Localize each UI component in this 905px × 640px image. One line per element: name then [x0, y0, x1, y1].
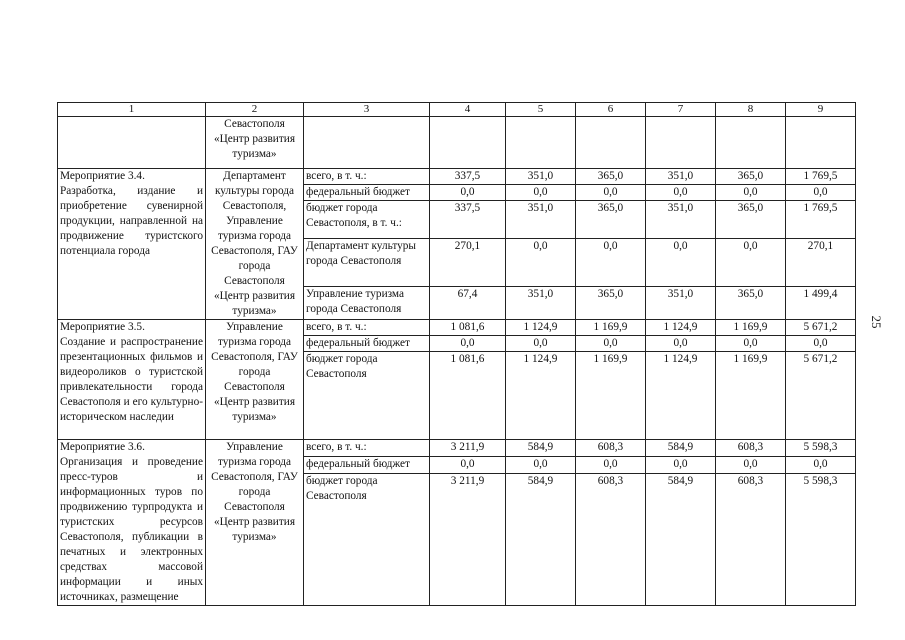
value-cell: 67,4 — [430, 286, 506, 319]
column-header: 2 — [206, 103, 304, 117]
value-cell: 365,0 — [716, 201, 786, 239]
table-cell — [506, 117, 576, 169]
value-cell: 0,0 — [716, 185, 786, 201]
value-cell: 0,0 — [576, 456, 646, 473]
funding-label: Управление туризма города Севастополя — [304, 286, 430, 319]
funding-label: всего, в т. ч.: — [304, 320, 430, 336]
value-cell: 0,0 — [576, 239, 646, 286]
value-cell: 351,0 — [506, 201, 576, 239]
column-header: 1 — [58, 103, 206, 117]
value-cell: 1 081,6 — [430, 352, 506, 440]
value-cell: 0,0 — [506, 185, 576, 201]
value-cell: 1 124,9 — [506, 320, 576, 336]
table-cell — [576, 117, 646, 169]
value-cell: 3 211,9 — [430, 473, 506, 605]
value-cell: 1 124,9 — [506, 352, 576, 440]
funding-label: бюджет города Севастополя, в т. ч.: — [304, 201, 430, 239]
measure-description: Организация и проведение пресс-туров и информационных туров по продвижению турпродукта и туристских ресурсов Севастополя, публикации в печатных и электронных средствах массовой информации и иных источниках, размещение — [60, 456, 203, 603]
value-cell: 270,1 — [430, 239, 506, 286]
measure-title: Мероприятие 3.5. — [60, 321, 145, 333]
value-cell: 608,3 — [576, 473, 646, 605]
value-cell: 351,0 — [506, 286, 576, 319]
value-cell: 0,0 — [430, 336, 506, 352]
value-cell: 0,0 — [786, 456, 856, 473]
value-cell: 5 671,2 — [786, 352, 856, 440]
table-cell — [430, 117, 506, 169]
column-header: 4 — [430, 103, 506, 117]
funding-label: всего, в т. ч.: — [304, 440, 430, 457]
value-cell: 0,0 — [430, 185, 506, 201]
value-cell: 5 598,3 — [786, 473, 856, 605]
measure-cell — [58, 169, 206, 320]
measure-description: Создание и распространение презентационных фильмов и видеороликов о туристской привлекательности города Севастополя и его культурно-историческом наследии — [60, 336, 203, 423]
value-cell: 351,0 — [646, 286, 716, 319]
value-cell: 0,0 — [786, 336, 856, 352]
value-cell: 0,0 — [716, 336, 786, 352]
value-cell: 5 598,3 — [786, 440, 856, 457]
value-cell: 0,0 — [646, 185, 716, 201]
value-cell: 365,0 — [576, 201, 646, 239]
funding-label: Департамент культуры города Севастополя — [304, 239, 430, 286]
value-cell: 351,0 — [646, 169, 716, 185]
value-cell: 584,9 — [646, 440, 716, 457]
value-cell: 1 769,5 — [786, 201, 856, 239]
value-cell: 1 169,9 — [716, 352, 786, 440]
value-cell: 0,0 — [786, 185, 856, 201]
funding-label: бюджет города Севастополя — [304, 352, 430, 440]
value-cell: 608,3 — [716, 473, 786, 605]
table-cell — [786, 117, 856, 169]
table-row — [58, 320, 856, 336]
measure-cell — [58, 440, 206, 606]
table-cell — [646, 117, 716, 169]
value-cell: 0,0 — [576, 336, 646, 352]
value-cell: 3 211,9 — [430, 440, 506, 457]
measure-cell — [58, 320, 206, 440]
value-cell: 584,9 — [506, 473, 576, 605]
value-cell: 584,9 — [646, 473, 716, 605]
value-cell: 0,0 — [506, 336, 576, 352]
value-cell: 1 169,9 — [576, 320, 646, 336]
value-cell: 1 124,9 — [646, 320, 716, 336]
value-cell: 337,5 — [430, 169, 506, 185]
value-cell: 270,1 — [786, 239, 856, 286]
budget-table — [57, 102, 856, 606]
value-cell: 0,0 — [576, 185, 646, 201]
value-cell: 1 124,9 — [646, 352, 716, 440]
measure-title: Мероприятие 3.4. — [60, 170, 145, 182]
value-cell: 365,0 — [716, 286, 786, 319]
column-header: 8 — [716, 103, 786, 117]
column-header: 7 — [646, 103, 716, 117]
value-cell: 0,0 — [506, 239, 576, 286]
executor-cell: Управление туризма города Севастополя, ГАУ города Севастополя «Центр развития туризма» — [206, 440, 304, 606]
executor-cell: Севастополя «Центр развития туризма» — [206, 117, 304, 169]
value-cell: 351,0 — [506, 169, 576, 185]
column-header: 5 — [506, 103, 576, 117]
value-cell: 584,9 — [506, 440, 576, 457]
value-cell: 337,5 — [430, 201, 506, 239]
table-row — [58, 117, 856, 169]
value-cell: 608,3 — [716, 440, 786, 457]
executor-cell: Департамент культуры города Севастополя, Управление туризма города Севастополя, ГАУ города Севастополя «Центр развития туризма» — [206, 169, 304, 320]
value-cell: 0,0 — [646, 239, 716, 286]
funding-label: бюджет города Севастополя — [304, 473, 430, 605]
value-cell: 1 499,4 — [786, 286, 856, 319]
value-cell: 0,0 — [716, 239, 786, 286]
page-number: 25 — [869, 315, 884, 329]
value-cell: 1 169,9 — [576, 352, 646, 440]
value-cell: 0,0 — [506, 456, 576, 473]
table-cell — [304, 117, 430, 169]
executor-cell: Управление туризма города Севастополя, ГАУ города Севастополя «Центр развития туризма» — [206, 320, 304, 440]
value-cell: 0,0 — [430, 456, 506, 473]
value-cell: 351,0 — [646, 201, 716, 239]
table-row — [58, 169, 856, 185]
measure-description: Разработка, издание и приобретение сувенирной продукции, направленной на продвижение туристского потенциала города — [60, 185, 203, 257]
value-cell: 365,0 — [576, 286, 646, 319]
value-cell: 0,0 — [716, 456, 786, 473]
measure-title: Мероприятие 3.6. — [60, 441, 145, 453]
value-cell: 5 671,2 — [786, 320, 856, 336]
column-header: 6 — [576, 103, 646, 117]
value-cell: 1 081,6 — [430, 320, 506, 336]
value-cell: 0,0 — [646, 336, 716, 352]
value-cell: 0,0 — [646, 456, 716, 473]
table-cell — [58, 117, 206, 169]
funding-label: всего, в т. ч.: — [304, 169, 430, 185]
value-cell: 365,0 — [576, 169, 646, 185]
column-header: 3 — [304, 103, 430, 117]
column-header: 9 — [786, 103, 856, 117]
value-cell: 1 169,9 — [716, 320, 786, 336]
header-row — [58, 103, 856, 117]
funding-label: федеральный бюджет — [304, 456, 430, 473]
table-cell — [716, 117, 786, 169]
table-row — [58, 440, 856, 457]
value-cell: 1 769,5 — [786, 169, 856, 185]
funding-label: федеральный бюджет — [304, 185, 430, 201]
funding-label: федеральный бюджет — [304, 336, 430, 352]
value-cell: 608,3 — [576, 440, 646, 457]
value-cell: 365,0 — [716, 169, 786, 185]
